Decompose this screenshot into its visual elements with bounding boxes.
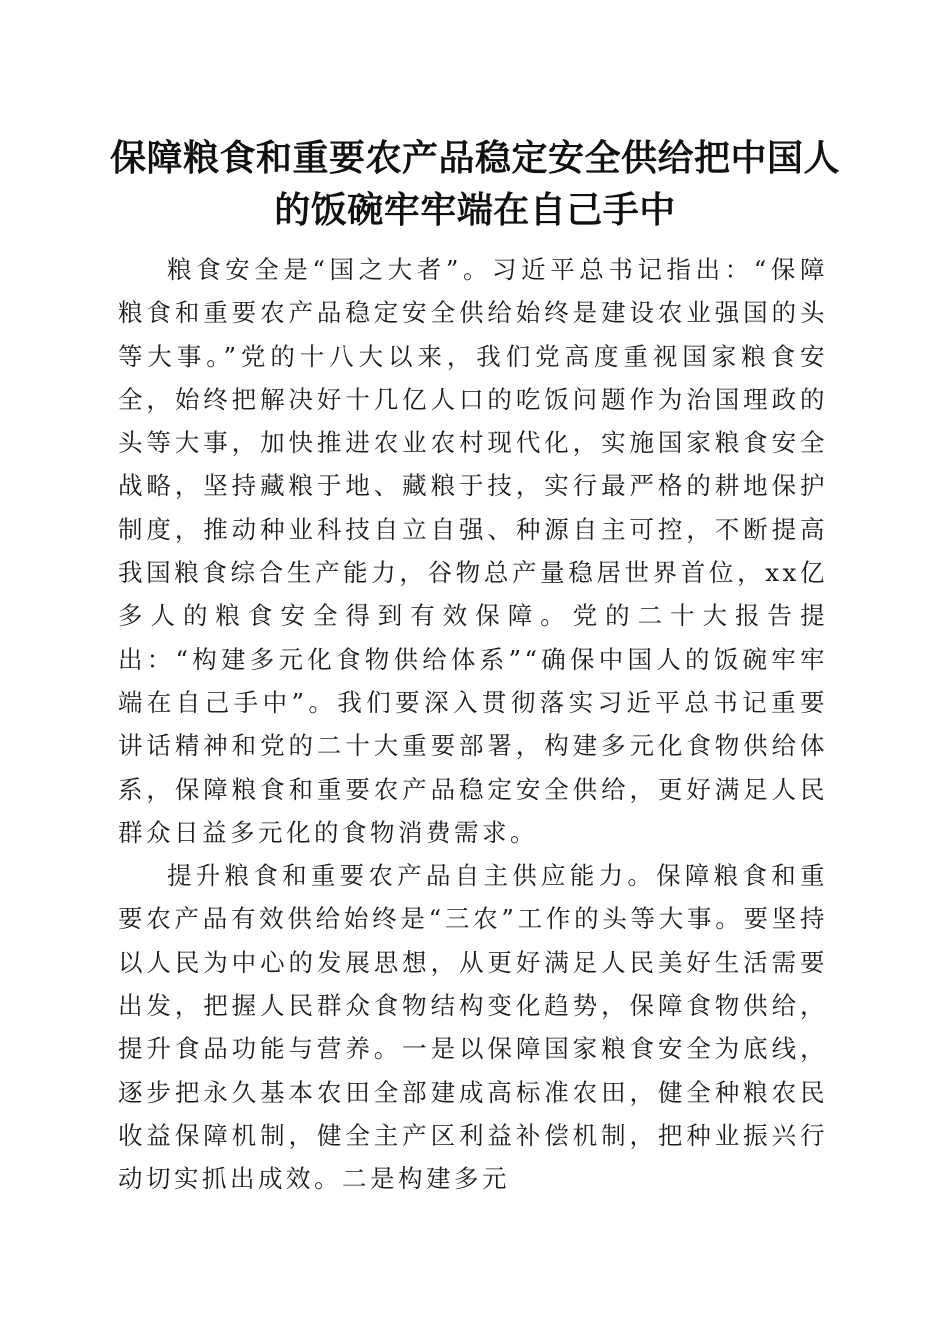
document-body <box>118 248 828 1201</box>
paragraph-1: 粮食安全是“国之大者”。习近平总书记指出：“保障粮食和重要农产品稳定安全供给始终是建设农业强国的头等大事。”党的十八大以来，我们党高度重视国家粮食安全，始终把解决好十几亿人口的吃饭问题作为治国理政的头等大事，加快推进农业农村现代化，实施国家粮食安全战略，坚持藏粮于地、藏粮于技，实行最严格的耕地保护制度，推动种业科技自立自强、种源自主可控，不断提高我国粮食综合生产能力，谷物总产量稳居世界首位，xx亿多人的粮食安全得到有效保障。党的二十大报告提出：“构建多元化食物供给体系”“确保中国人的饭碗牢牢端在自己手中”。我们要深入贯彻落实习近平总书记重要讲话精神和党的二十大重要部署，构建多元化食物供给体系，保障粮食和重要农产品稳定安全供给，更好满足人民群众日益多元化的食物消费需求。 <box>118 255 828 847</box>
paragraph-2: 提升粮食和重要农产品自主供应能力。保障粮食和重要农产品有效供给始终是“三农”工作的头等大事。要坚持以人民为中心的发展思想，从更好满足人民美好生活需要出发，把握人民群众食物结构变化趋势，保障食物供给，提升食品功能与营养。一是以保障国家粮食安全为底线，逐步把永久基本农田全部建成高标准农田，健全种粮农民收益保障机制，健全主产区利益补偿机制，把种业振兴行动切实抓出成效。二是构建多元 <box>118 861 828 1194</box>
document-title: 保障粮食和重要农产品稳定安全供给把中国人的饭碗牢牢端在自己手中 <box>109 137 840 231</box>
